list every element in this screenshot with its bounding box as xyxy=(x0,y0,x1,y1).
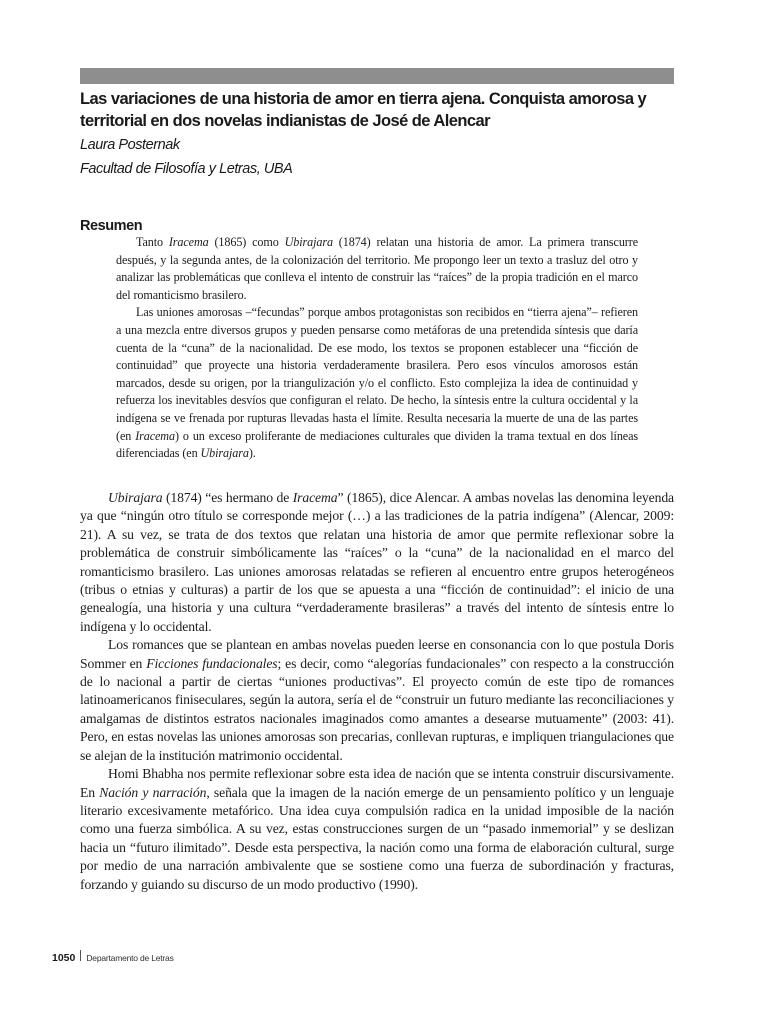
italic-title: Iracema xyxy=(135,428,175,443)
italic-title: Nación y narración xyxy=(99,784,207,800)
abstract-paragraph: Las uniones amorosas –“fecundas” porque ambos protagonistas son recibidos en “tierra ajena”– refieren a una mezcla entre diversos grupos y pueden pensarse como metáforas de una pretendida síntesis que daría cuenta de la “cuna” de la nacionalidad. De ese modo, los textos se proponen establecer una “ficción de continuidad” que proyecte una historia verdaderamente brasilera. Pero esos vínculos amorosos están marcados, desde su origen, por la triangulización y/o el conflicto. Esto complejiza la idea de continuidad y refuerza los inevitables desvíos que configuran el relato. De hecho, la síntesis entre la cultura occidental y la indígena se ve frenada por rupturas llevadas hasta el límite. Resulta necesaria la muerte de una de las partes (en Iracema) o un exceso proliferante de mediaciones culturales que dividen la trama textual en dos líneas diferenciadas (en Ubirajara). xyxy=(116,305,638,461)
abstract-text xyxy=(116,234,638,463)
page-number: 1050 xyxy=(52,952,76,964)
italic-title: Ubirajara xyxy=(284,235,333,249)
body-paragraph: Los romances que se plantean en ambas novelas pueden leerse en consonancia con lo que postula Doris Sommer en Ficciones fundacionales; es decir, como “alegorías fundacionales” con respecto a la construcción de lo nacional a partir de ciertas “uniones productivas”. El proyecto común de este tipo de romances latinoamericanos finiseculares, según la autora, sería el de “construir un futuro mediante las reconciliaciones y amalgamas de distintos estratos nacionales imaginados como amantes a desearse mutuamente” (2003: 41). Pero, en estas novelas las uniones amorosas son precarias, conllevan rupturas, e impliquen triangulaciones que se alejan de la institución matrimonio occidental. xyxy=(80,637,674,763)
italic-title: Ubirajara xyxy=(108,490,163,505)
body-paragraph: Ubirajara (1874) “es hermano de Iracema” (1865), dice Alencar. A ambas novelas las denomina leyenda ya que “ningún otro título se corresponde mejor (…) a las tradiciones de la patria indígena” (Alencar, 2009: 21). A su vez, se trata de dos textos que relatan una historia de amor que permite reflexionar sobre la problemática de construir simbólicamente las “raíces” o la “cuna” de la nacionalidad en el marco del romanticismo brasilero. Las uniones amorosas relatadas se refieren al encuentro entre grupos heterogéneos (tribus o etnias y culturas) a partir de los que se apuesta a una “ficción de continuidad”: el inicio de una genealogía, una historia y una cultura “verdaderamente brasileras” a través del intento de síntesis entre lo indígena y lo occidental. xyxy=(80,490,675,634)
author-affiliation: Facultad de Filosofía y Letras, UBA xyxy=(80,161,293,177)
header-bar xyxy=(80,68,674,84)
italic-title: Iracema xyxy=(292,490,338,505)
article-title: Las variaciones de una historia de amor en tierra ajena. Conquista amorosa y territorial en dos novelas indianistas de José de Alencar xyxy=(80,90,647,130)
italic-title: Ubirajara xyxy=(200,446,249,461)
italic-title: Ficciones fundacionales xyxy=(146,655,278,671)
author-name: Laura Posternak xyxy=(80,137,180,153)
department-label: Departamento de Letras xyxy=(86,953,174,963)
abstract-heading: Resumen xyxy=(80,218,143,234)
footer-divider xyxy=(80,950,81,961)
body-text xyxy=(80,489,674,894)
page-footer xyxy=(52,950,174,964)
abstract-paragraph: Tanto Iracema (1865) como Ubirajara (1874) relatan una historia de amor. La primera transcurre después, y la segunda antes, de la colonización del territorio. Me propongo leer un texto a trasluz del otro y analizar las problemáticas que conlleva el intento de construir las “raíces” de la propia tradición en el marco del romanticismo brasilero. xyxy=(116,235,638,302)
italic-title: Iracema xyxy=(168,235,209,249)
body-paragraph: Homi Bhabha nos permite reflexionar sobre esta idea de nación que se intenta construir discursivamente. En Nación y narración, señala que la imagen de la nación emerge de un pensamiento político y un lenguaje literario excesivamente metafórico. Una idea cuya compulsión radica en la unidad imposible de la nación como una fuerza simbólica. A su vez, estas construcciones surgen de un “pasado inmemorial” y se deslizan hacia un “futuro ilimitado”. Desde esta perspectiva, la nación como una forma de elaboración cultural, surge por medio de una narración ambivalente que se sostiene como una fuerza de subordinación y fracturas, forzando y guiando su discurso de un modo productivo (1990). xyxy=(80,766,674,892)
